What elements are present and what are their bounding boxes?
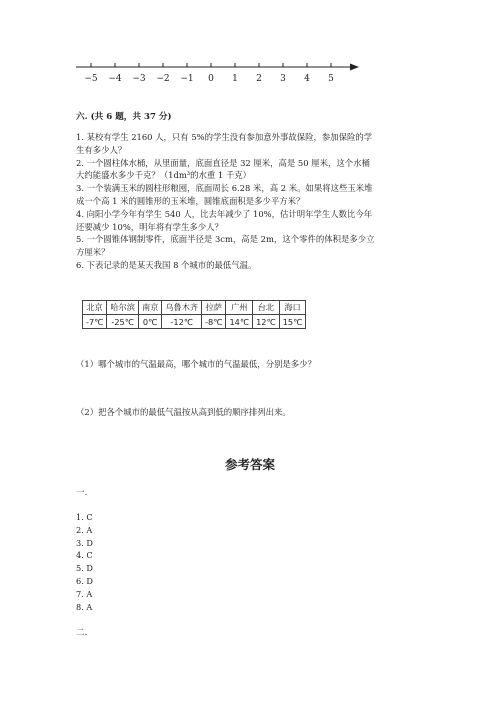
- answer-item: 2. A: [76, 524, 93, 535]
- answer-item: 8. A: [76, 601, 93, 612]
- city-cell: 南京: [138, 301, 161, 315]
- tick-label: 4: [304, 74, 310, 84]
- table-row-temps: [83, 315, 306, 329]
- answer-item: 5. D: [76, 563, 93, 574]
- question-line: 6. 下表记录的是某天我国 8 个城市的最低气温。: [76, 259, 257, 270]
- question-line: 5. 一个圆锥体钢制零件，底面半径是 3cm，高是 2m，这个零件的体积是多少立: [76, 234, 375, 245]
- section-6-title: 六. (共 6 题，共 37 分): [76, 112, 172, 122]
- question-line: 生有多少人？: [76, 144, 127, 155]
- tick-label: 1: [232, 74, 238, 84]
- question-6: [76, 259, 448, 272]
- tick-label: 5: [328, 74, 334, 84]
- question-line: 方厘米？: [76, 247, 110, 258]
- question-list: [76, 131, 448, 272]
- answer-title: 参考答案: [224, 457, 275, 472]
- temp-cell: -12℃: [162, 315, 202, 329]
- question-line: 2. 一个圆柱体水桶，从里面量，底面直径是 32 厘米，高是 50 厘米，这个水桶: [76, 157, 370, 168]
- tick-label: −5: [84, 74, 98, 84]
- answer-item: 4. C: [76, 550, 93, 561]
- question-line: 成一个高 1 米的圆锥形的玉米堆，圆锥底面积是多少平方米？: [76, 195, 305, 206]
- tick-label: −2: [156, 74, 170, 84]
- sub-question-2: （2）把各个城市的最低气温按从高到低的顺序排列出来。: [76, 407, 291, 417]
- temp-cell: 14℃: [226, 315, 253, 329]
- temp-cell: -7℃: [83, 315, 107, 329]
- tick-label: −3: [132, 74, 146, 84]
- question-line: 还要减少 10%，明年将有学生多少人？: [76, 221, 223, 232]
- temp-cell: 0℃: [138, 315, 161, 329]
- tick-label: 3: [280, 74, 286, 84]
- tick-label: −4: [108, 74, 122, 84]
- temp-cell: -25℃: [107, 315, 139, 329]
- question-5: [76, 233, 448, 259]
- answer-section-1-label: 一.: [76, 488, 88, 498]
- question-line: 大约能盛水多少千克？（1dm³的水重 1 千克）: [76, 170, 252, 181]
- answer-item: 1. C: [76, 512, 93, 522]
- tick-label: 2: [256, 74, 262, 84]
- city-cell: 北京: [83, 301, 107, 315]
- temperature-table: [82, 300, 306, 329]
- city-cell: 拉萨: [202, 301, 226, 315]
- question-2: [76, 157, 448, 183]
- temp-cell: -8℃: [202, 315, 226, 329]
- city-cell: 海口: [279, 301, 306, 315]
- question-1: [76, 131, 448, 157]
- sub-question-1: （1）哪个城市的气温最高，哪个城市的气温最低，分别是多少？: [76, 359, 316, 369]
- question-line: 3. 一个装满玉米的圆柱形粮囤，底面周长 6.28 米，高 2 米。如果将这些玉米堆: [76, 183, 373, 194]
- city-cell: 乌鲁木齐: [162, 301, 202, 315]
- tick-label: 0: [208, 74, 214, 84]
- number-line: [0, 52, 500, 92]
- city-cell: 广州: [226, 301, 253, 315]
- answer-item: 3. D: [76, 537, 93, 548]
- question-3: [76, 182, 448, 208]
- city-cell: 哈尔滨: [107, 301, 139, 315]
- city-cell: 台北: [253, 301, 280, 315]
- temp-cell: 15℃: [279, 315, 306, 329]
- question-line: 1. 某校有学生 2160 人，只有 5%的学生没有参加意外事故保险，参加保险的学: [76, 132, 373, 142]
- answer-section-2-label: 二.: [76, 628, 88, 638]
- answer-list: [76, 511, 93, 613]
- table-row-cities: [83, 301, 306, 315]
- tick-label: −1: [180, 74, 194, 84]
- question-line: 4. 向阳小学今年有学生 540 人，比去年减少了 10%，估计明年学生人数比今年: [76, 208, 373, 219]
- answer-item: 6. D: [76, 575, 93, 586]
- answer-item: 7. A: [76, 588, 93, 599]
- temp-cell: 12℃: [253, 315, 280, 329]
- question-4: [76, 208, 448, 234]
